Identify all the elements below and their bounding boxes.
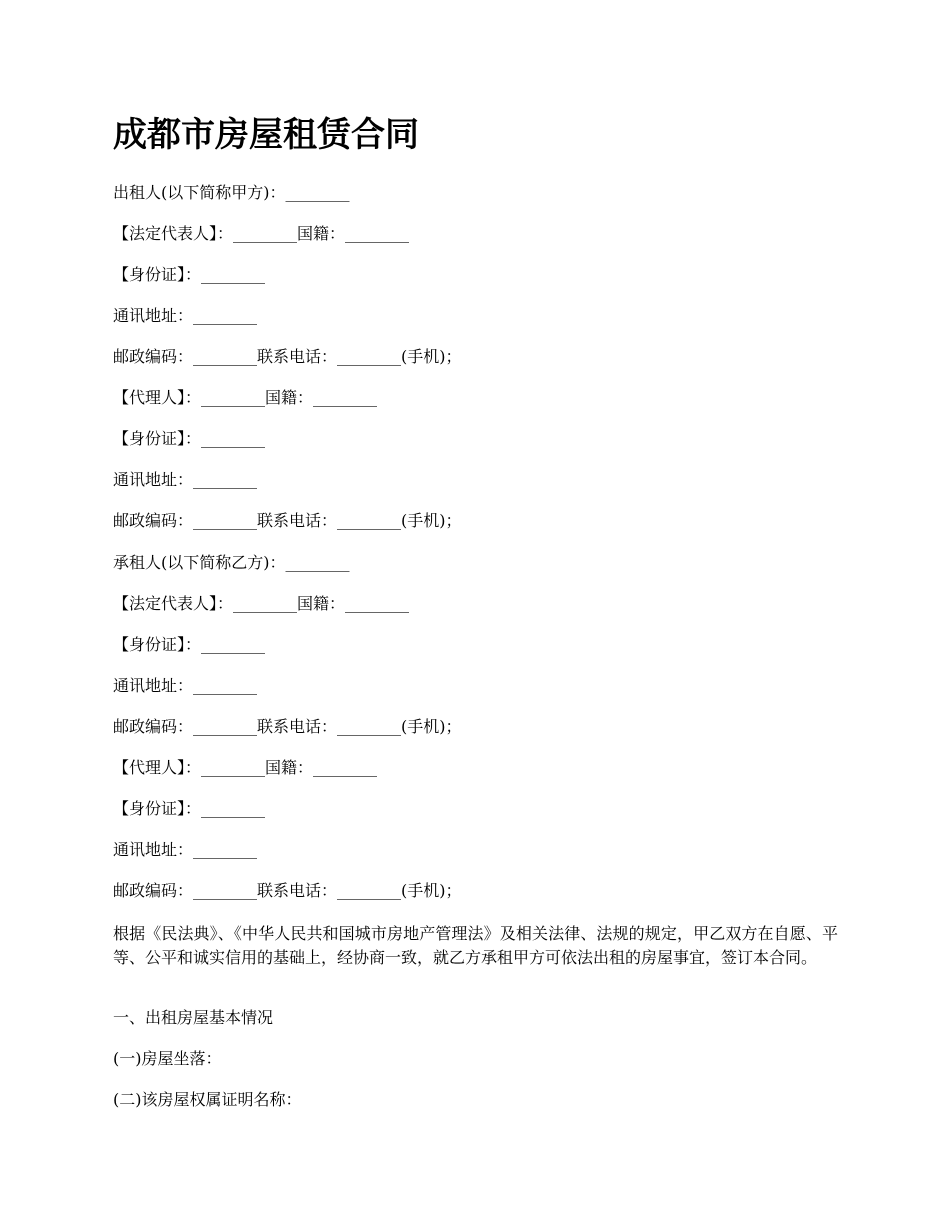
lessor-rep-id-line: 【身份证】：________ <box>113 265 266 284</box>
lessor-agent-contact-line: 邮政编码：________联系电话：________(手机)； <box>113 511 462 530</box>
lessor-agent-address-line: 通讯地址：________ <box>113 470 258 489</box>
lessor-agent-line: 【代理人】：________国籍：________ <box>113 388 378 407</box>
item-ownership-certificate: (二)该房屋权属证明名称： <box>113 1090 302 1109</box>
lessee-rep-id-line: 【身份证】：________ <box>113 635 266 654</box>
lessor-rep-address-line: 通讯地址：________ <box>113 306 258 325</box>
lessee-rep-contact-line: 邮政编码：________联系电话：________(手机)； <box>113 717 462 736</box>
lessee-rep-address-line: 通讯地址：________ <box>113 676 258 695</box>
lessee-agent-contact-line: 邮政编码：________联系电话：________(手机)； <box>113 881 462 900</box>
lessee-legal-rep-line: 【法定代表人】：________国籍：________ <box>113 594 410 613</box>
lessor-line: 出租人(以下简称甲方)：________ <box>113 183 350 202</box>
lessee-agent-line: 【代理人】：________国籍：________ <box>113 758 378 777</box>
lessor-legal-rep-line: 【法定代表人】：________国籍：________ <box>113 224 410 243</box>
lessor-rep-contact-line: 邮政编码：________联系电话：________(手机)； <box>113 347 462 366</box>
item-property-location: (一)房屋坐落： <box>113 1049 222 1068</box>
lessee-agent-address-line: 通讯地址：________ <box>113 840 258 859</box>
section-heading: 一、出租房屋基本情况 <box>113 1008 274 1027</box>
lessee-agent-id-line: 【身份证】：________ <box>113 799 266 818</box>
preamble-paragraph: 根据《民法典》、《中华人民共和国城市房地产管理法》及相关法律、法规的规定，甲乙双方在自愿、平等、公平和诚实信用的基础上，经协商一致，就乙方承租甲方可依法出租的房屋事宜，签订本合同。 <box>113 924 838 967</box>
lessee-line: 承租人(以下简称乙方)：________ <box>113 553 350 572</box>
document-title: 成都市房屋租赁合同 <box>113 115 419 155</box>
lessor-agent-id-line: 【身份证】：________ <box>113 429 266 448</box>
